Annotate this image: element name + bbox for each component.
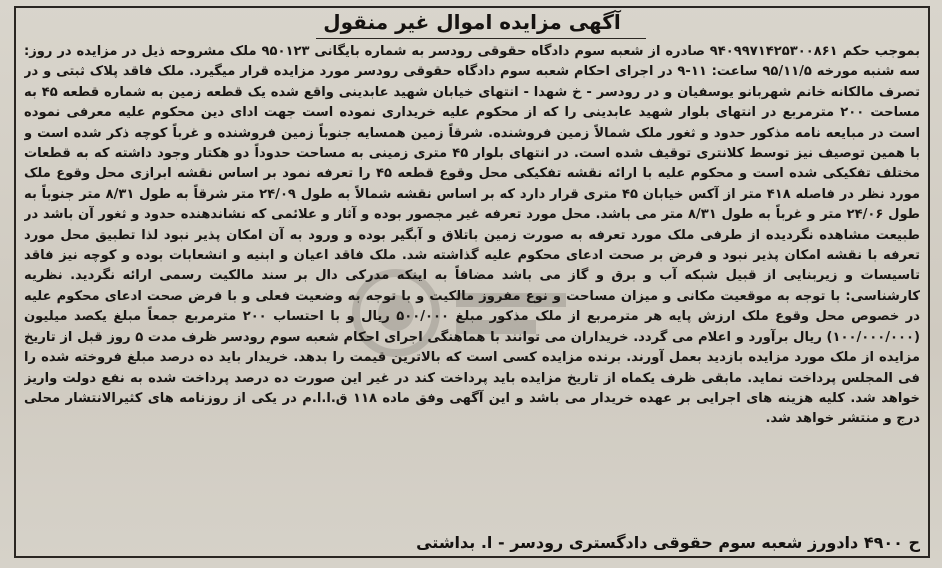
title-underline	[316, 38, 646, 39]
notice-signature: ح ۴۹۰۰ دادورز شعبه سوم حقوقی دادگستری رودسر - ا. بداشتی	[416, 533, 920, 552]
notice-body: بموجب حکم ۹۴۰۹۹۷۱۴۲۵۳۰۰۸۶۱ صادره از شعبه سوم دادگاه حقوقی رودسر به شماره بایگانی ۹۵۰۱۲۳ ملک مشروحه ذیل در مزایده در روز: سه شنبه مورخه ۹۵/۱۱/۵ ساعت: ۱۱-۹ در اجرای احکام شعبه سوم دادگاه حقوقی رودسر مورد مزایده قرار میگیرد. ملک فاقد پلاک ثبتی و در تصرف مالکانه خانم شهربانو یوسفیان و در رودسر - خ شهدا - انتهای خیابان شهید عابدینی واقع شده یک قطعه زمین به شماره قطعه ۴۵ به مساحت ۲۰۰ مترمربع در انتهای بلوار شهید عابدینی را که از محکوم علیه خریداری نموده است جهت ادای دین محکوم علیه معرفی نموده است در مبایعه نامه مذکور حدود و ثغور ملک شمالاً زمین فروشنده. شرقاً زمین همسایه جنوباً زمین فروشنده و غرباً کوچه ذکر شده است و با همین توصیف نیز توسط کلانتری توقیف شده است. در انتهای بلوار ۴۵ متری زمینی به مساحت حدوداً دو هکتار وجود داشته که به قطعات مختلف تفکیکی شده است و محکوم علیه با ارائه نقشه تفکیکی محل وقوع قطعه ۴۵ را تعرفه نمود بر اساس نقشه ابرازی محل وقوع ملک مورد نظر در فاصله ۴۱۸ متر از آکس خیابان ۴۵ متری قرار دارد که بر اساس نقشه شمالاً به طول ۲۴/۰۹ متر شرقاً به طول ۸/۳۱ متر جنوباً به طول ۲۴/۰۶ متر و غرباً به طول ۸/۳۱ متر می باشد. محل مورد تعرفه غیر مجصور بوده و آثار و علائمی که نشاندهنده حدود و ثغور آن باشد در طبیعت مشاهده نگردیده از طرفی ملک مورد تعرفه به صورت زمین باتلاق و آبگیر بوده و ورود به آن امکان پذیر نبود لذا تطبیق محل مورد تعرفه با نقشه امکان پذیر نبود و فرض بر صحت ادعای محکوم علیه گذاشته شد. ملک فاقد اعیان و ابنیه و انشعابات بوده و کوچه نیز فاقد تاسیسات و زیربنایی از قبیل شبکه آب و برق و گاز می باشد مضافاً به اینکه مدرکی دال بر سند مالکیت رسمی ارائه نگردید. نظریه کارشناسی: با توجه به موقعیت مکانی و میزان مساحت و نوع مفروز مالکیت و با توجه به وضعیت فعلی و با فرض صحت ادعای محکوم علیه در خصوص محل وقوع ملک ارزش پایه هر مترمربع از ملک مذکور مبلغ ۵۰۰/۰۰۰ ریال و با احتساب ۲۰۰ مترمربع جمعاً مبلغ یکصد میلیون (۱۰۰/۰۰۰/۰۰۰) ریال برآورد و اعلام می گردد. خریداران می توانند با هماهنگی اجرای احکام شعبه سوم رودسر ظرف مدت ۵ روز قبل از تاریخ مزایده از ملک مورد مزایده بازدید بعمل آورند. برنده مزایده کسی است که بالاترین قیمت را بدهد. خریدار باید ده درصد مبلغ فروخته شده را فی المجلس پرداخت نماید. مابقی ظرف یکماه از تاریخ مزایده باید پرداخت کند در غیر این صورت ده درصد پرداخت شده به نفع دولت واریز خواهد شد. کلیه هزینه های اجرایی بر عهده خریدار می باشد و این آگهی وفق ماده ۱۱۸ ق.ا.ا.م در یکی از روزنامه های کثیرالانتشار محلی درج و منتشر خواهد شد.	[24, 44, 920, 427]
notice-frame	[14, 6, 930, 558]
notice-title: آگهی مزایده اموال غیر منقول	[323, 10, 621, 34]
